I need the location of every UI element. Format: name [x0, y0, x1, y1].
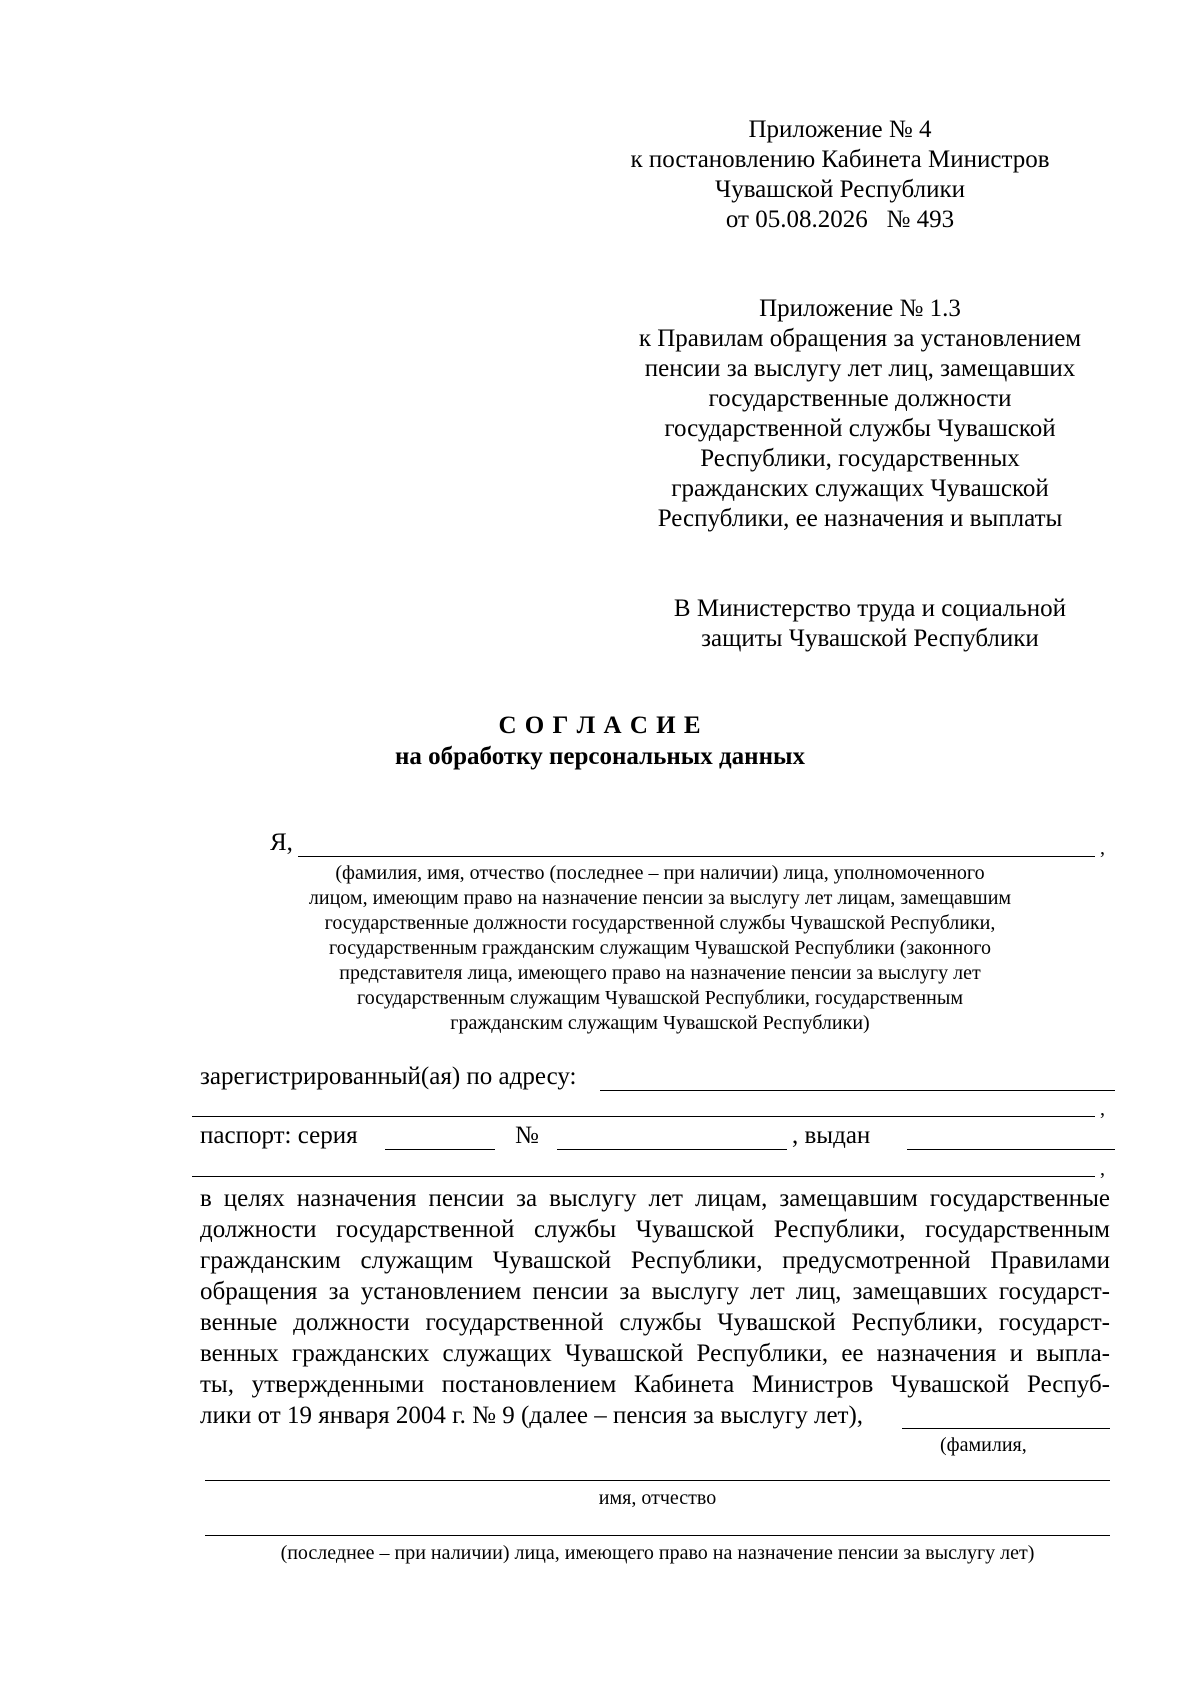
- paragraph-line: венных гражданских служащих Чувашской Республики, ее назначения и выпла-: [200, 1340, 1110, 1367]
- header-line: государственные должности: [708, 385, 1012, 412]
- paragraph-last-line: лики от 19 января 2004 г. № 9 (далее – пенсия за выслугу лет),: [200, 1402, 864, 1429]
- addressee-line: защиты Чувашской Республики: [701, 625, 1039, 652]
- comma: ,: [1100, 1098, 1105, 1120]
- paragraph-line: должности государственной службы Чувашской Республики, государственным: [200, 1216, 1110, 1243]
- paragraph-line: гражданским служащим Чувашской Республики, предусмотренной Правилами: [200, 1247, 1110, 1274]
- hint-line: государственным гражданским служащим Чувашской Республики (законного: [329, 937, 991, 959]
- header-line: Республики, ее назначения и выплаты: [657, 505, 1063, 532]
- fio-input-line[interactable]: [298, 856, 1095, 857]
- ya-label: Я,: [270, 829, 293, 856]
- passport-number-label: №: [515, 1122, 539, 1149]
- appendix-republic: Чувашской Республики: [714, 176, 966, 203]
- addressee-line: В Министерство труда и социальной: [673, 595, 1067, 622]
- appendix-number: Приложение № 4: [748, 116, 932, 143]
- header-line: гражданских служащих Чувашской: [671, 475, 1049, 502]
- header-line: государственной службы Чувашской: [664, 415, 1056, 442]
- address-input-line[interactable]: [600, 1090, 1115, 1091]
- passport-issued-input[interactable]: [907, 1149, 1115, 1150]
- beneficiary-name-input-2[interactable]: [205, 1480, 1110, 1481]
- paragraph-line: обращения за установлением пенсии за выслугу лет лиц, замещавших государст-: [200, 1278, 1110, 1305]
- beneficiary-name-input-3[interactable]: [205, 1535, 1110, 1536]
- passport-series-label: паспорт: серия: [200, 1122, 358, 1149]
- comma: ,: [1100, 837, 1105, 859]
- hint-line: (фамилия, имя, отчество (последнее – при наличии) лица, уполномоченного: [335, 862, 985, 884]
- header-line: к Правилам обращения за установлением: [638, 325, 1082, 352]
- comma: ,: [1100, 1158, 1105, 1180]
- passport-series-input[interactable]: [385, 1149, 495, 1150]
- passport-issued-input-2[interactable]: [192, 1176, 1095, 1177]
- issued-label: , выдан: [792, 1122, 871, 1149]
- hint-line: гражданским служащим Чувашской Республики): [450, 1012, 870, 1034]
- header-line: Приложение № 1.3: [759, 295, 961, 322]
- header-line: Республики, государственных: [700, 445, 1020, 472]
- paragraph-line: венные должности государственной службы Чувашской Республики, государст-: [200, 1309, 1110, 1336]
- passport-number-input[interactable]: [557, 1149, 787, 1150]
- beneficiary-name-input[interactable]: [902, 1428, 1110, 1429]
- appendix-ref: к постановлению Кабинета Министров: [630, 146, 1050, 173]
- address-input-line-2[interactable]: [192, 1116, 1095, 1117]
- hint-line: государственным служащим Чувашской Республики, государственным: [357, 987, 963, 1009]
- document-subtitle: на обработку персональных данных: [395, 743, 805, 770]
- hint-line: лицом, имеющим право на назначение пенсии за выслугу лет лицам, замещавшим: [308, 887, 1012, 909]
- paragraph-line: ты, утвержденными постановлением Кабинета Министров Чувашской Респуб-: [200, 1371, 1110, 1398]
- appendix-date: от 05.08.2026 № 493: [725, 206, 955, 233]
- last-hint: (последнее – при наличии) лица, имеющего право на назначение пенсии за выслугу лет): [280, 1542, 1035, 1564]
- address-label: зарегистрированный(ая) по адресу:: [200, 1063, 577, 1090]
- imya-otchestvo-hint: имя, отчество: [598, 1487, 717, 1509]
- hint-line: представителя лица, имеющего право на назначение пенсии за выслугу лет: [339, 962, 981, 984]
- header-line: пенсии за выслугу лет лиц, замещавших: [644, 355, 1076, 382]
- document-title: С О Г Л А С И Е: [498, 712, 702, 739]
- hint-line: государственные должности государственной службы Чувашской Республики,: [324, 912, 996, 934]
- paragraph-line: в целях назначения пенсии за выслугу лет лицам, замещавшим государственные: [200, 1185, 1110, 1212]
- familiya-hint: (фамилия,: [940, 1434, 1027, 1456]
